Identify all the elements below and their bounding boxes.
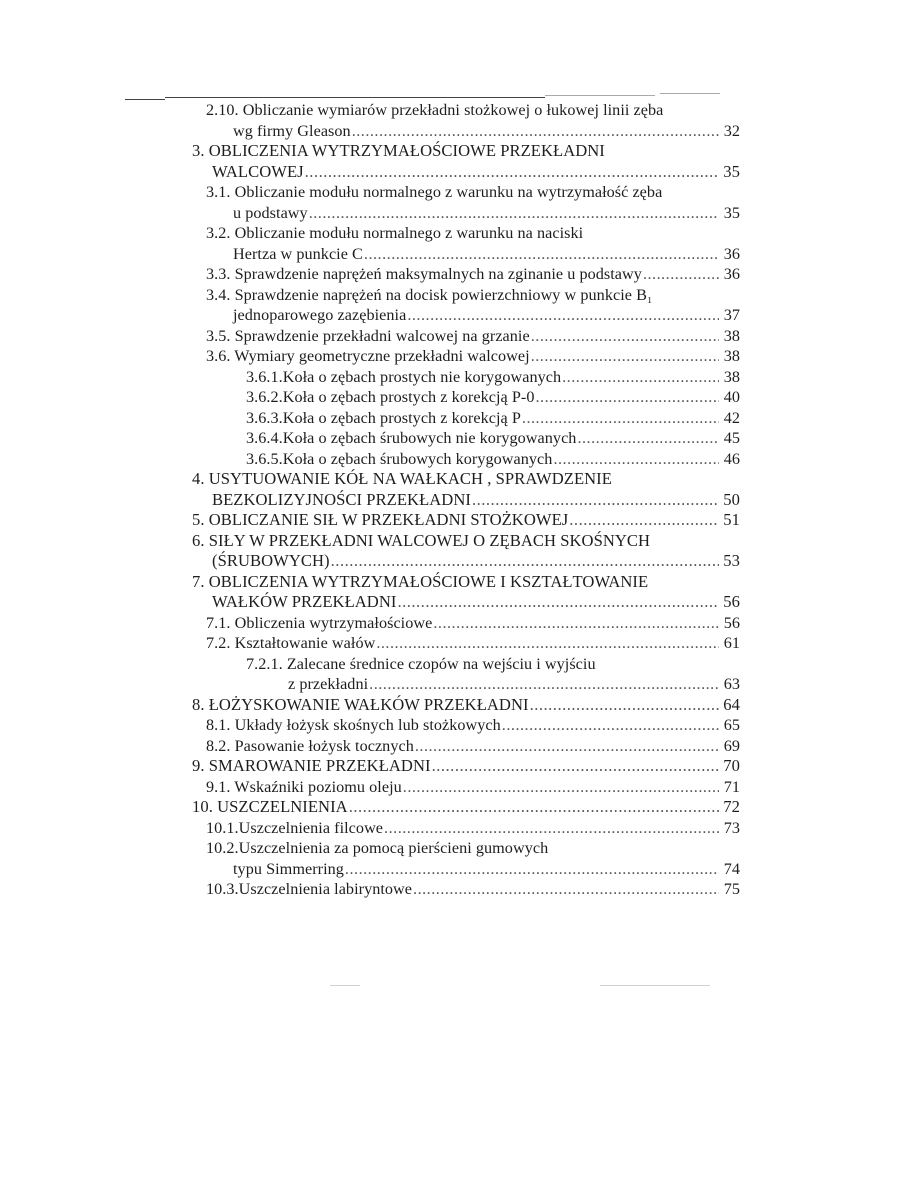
toc-entry	[0, 182, 918, 223]
toc-entry-title: 3.6.3.Koła o zębach prostych z korekcją P	[246, 408, 521, 427]
toc-entry-title-line	[0, 531, 740, 552]
toc-entry-line	[0, 387, 740, 408]
dot-leader	[553, 449, 719, 470]
toc-page-number: 51	[723, 510, 740, 529]
toc-entry-title: 5. OBLICZANIE SIŁ W PRZEKŁADNI STOŻKOWEJ	[192, 510, 569, 529]
toc-entry-title: typu Simmerring	[233, 859, 344, 878]
toc-entry	[0, 633, 918, 654]
toc-entry-line	[0, 674, 740, 695]
toc-entry-line	[0, 490, 740, 511]
toc-entry-line	[0, 428, 740, 449]
toc-entry-title-line	[0, 223, 740, 244]
toc-page-number: 75	[723, 880, 740, 898]
dot-leader	[433, 613, 719, 634]
toc-entry-line	[0, 408, 740, 429]
dot-leader	[432, 756, 719, 777]
toc-entry	[0, 223, 918, 264]
toc-entry-line	[0, 203, 740, 224]
toc-entry-title: 9. SMAROWANIE PRZEKŁADNI	[192, 756, 431, 775]
toc-entry-title: 9.1. Wskaźniki poziomu oleju	[206, 777, 402, 796]
dot-leader	[331, 551, 719, 572]
toc-entry-title: (ŚRUBOWYCH)	[212, 551, 330, 570]
toc-entry-title: 3.2. Obliczanie modułu normalnego z warunku na naciski	[206, 224, 584, 242]
toc-entry-title: 4. USYTUOWANIE KÓŁ NA WAŁKACH , SPRAWDZENIE	[192, 469, 612, 488]
toc-entry	[0, 654, 918, 695]
toc-page-number: 56	[723, 613, 740, 632]
toc-entry-title-line	[0, 182, 740, 203]
toc-page-number: 38	[723, 326, 740, 345]
toc-entry-title: 3.1. Obliczanie modułu normalnego z warunku na wytrzymałość zęba	[206, 183, 663, 201]
toc-page-number: 64	[723, 694, 740, 714]
toc-entry-title: 7. OBLICZENIA WYTRZYMAŁOŚCIOWE I KSZTAŁTOWANIE	[192, 571, 649, 591]
toc-entry-line	[0, 797, 740, 818]
toc-entry-line	[0, 613, 740, 634]
toc-entry-title: BEZKOLIZYJNOŚCI PRZEKŁADNI	[212, 489, 471, 509]
toc-entry-line	[0, 859, 740, 880]
toc-page-number: 70	[723, 756, 740, 775]
dot-leader	[305, 162, 719, 183]
dot-leader	[397, 592, 719, 613]
toc-entry-title-line	[0, 469, 740, 490]
toc-page-number: 46	[723, 449, 740, 468]
toc-entry-title: jednoparowego zazębienia	[233, 306, 407, 324]
table-of-contents	[0, 100, 918, 900]
toc-entry-line	[0, 162, 740, 183]
toc-entry-line	[0, 510, 740, 531]
toc-entry-line	[0, 736, 740, 757]
toc-page-number: 73	[723, 818, 740, 837]
toc-entry-title: 10. USZCZELNIENIA	[192, 797, 348, 816]
dot-leader	[352, 121, 719, 142]
toc-entry	[0, 346, 918, 367]
toc-entry-line	[0, 756, 740, 777]
toc-entry-title: 7.2.1. Zalecane średnice czopów na wejściu i wyjściu	[246, 654, 596, 673]
toc-entry-title: 10.2.Uszczelnienia za pomocą pierścieni gumowych	[206, 839, 549, 857]
scan-artifact-line	[330, 985, 360, 986]
toc-entry-line	[0, 121, 740, 142]
toc-entry-title: 3. OBLICZENIA WYTRZYMAŁOŚCIOWE PRZEKŁADNI	[192, 141, 605, 160]
toc-entry-title: 3.4. Sprawdzenie naprężeń na docisk powierzchniowy w punkcie B₁	[206, 285, 653, 304]
toc-entry-title: WALCOWEJ	[212, 161, 304, 181]
toc-entry-title-line	[0, 838, 740, 859]
toc-page-number: 42	[723, 408, 740, 427]
toc-page-number: 53	[723, 551, 740, 570]
toc-entry-title: 6. SIŁY W PRZEKŁADNI WALCOWEJ O ZĘBACH SKOŚNYCH	[192, 530, 651, 550]
toc-page-number: 37	[723, 306, 740, 324]
toc-entry-line	[0, 879, 740, 900]
toc-page-number: 36	[723, 265, 740, 283]
toc-page-number: 72	[723, 797, 740, 816]
toc-entry-title: 10.1.Uszczelnienia filcowe	[206, 818, 384, 837]
toc-entry-line	[0, 305, 740, 326]
toc-entry-title: WAŁKÓW PRZEKŁADNI	[212, 592, 397, 611]
dot-leader	[577, 428, 719, 449]
toc-entry-title: 3.5. Sprawdzenie przekładni walcowej na grzanie	[206, 326, 530, 345]
toc-entry-title-line	[0, 572, 740, 593]
toc-page-number: 40	[723, 388, 740, 406]
toc-entry	[0, 264, 918, 285]
toc-entry	[0, 408, 918, 429]
toc-page-number: 36	[723, 244, 740, 263]
toc-page-number: 74	[723, 859, 740, 878]
dot-leader	[569, 510, 719, 531]
toc-page-number: 35	[723, 203, 740, 222]
dot-leader	[562, 367, 719, 388]
dot-leader	[403, 777, 719, 798]
dot-leader	[369, 674, 719, 695]
dot-leader	[349, 797, 719, 818]
toc-entry-line	[0, 326, 740, 347]
toc-entry	[0, 326, 918, 347]
toc-page-number: 38	[723, 347, 740, 365]
toc-entry	[0, 100, 918, 141]
toc-page-number: 61	[723, 634, 740, 652]
toc-entry-line	[0, 777, 740, 798]
toc-entry-title: 3.6.4.Koła o zębach śrubowych nie korygowanych	[246, 429, 577, 447]
toc-entry-title: 7.2. Kształtowanie wałów	[206, 634, 376, 652]
toc-entry-line	[0, 449, 740, 470]
toc-entry-title: 3.6.1.Koła o zębach prostych nie korygowanych	[246, 367, 562, 386]
toc-entry-title: 3.3. Sprawdzenie naprężeń maksymalnych na zginanie u podstawy	[206, 265, 642, 283]
toc-entry	[0, 510, 918, 531]
toc-entry	[0, 387, 918, 408]
toc-entry-title: wg firmy Gleason	[233, 121, 351, 140]
toc-entry	[0, 613, 918, 634]
toc-entry-line	[0, 592, 740, 613]
toc-page-number: 65	[723, 716, 740, 734]
toc-entry-title-line	[0, 285, 740, 306]
dot-leader	[345, 859, 719, 880]
dot-leader	[407, 305, 719, 326]
toc-entry-title: 7.1. Obliczenia wytrzymałościowe	[206, 613, 433, 632]
toc-entry-title: u podstawy	[233, 203, 308, 222]
toc-entry	[0, 879, 918, 900]
toc-entry-line	[0, 715, 740, 736]
dot-leader	[531, 346, 719, 367]
toc-entry	[0, 531, 918, 572]
toc-entry	[0, 695, 918, 716]
dot-leader	[643, 264, 719, 285]
toc-entry-line	[0, 346, 740, 367]
dot-leader	[522, 408, 719, 429]
toc-page-number: 38	[723, 367, 740, 386]
toc-entry	[0, 572, 918, 613]
dot-leader	[415, 736, 719, 757]
dot-leader	[531, 326, 719, 347]
toc-entry-title: 2.10. Obliczanie wymiarów przekładni stożkowej o łukowej linii zęba	[206, 101, 664, 119]
toc-page-number: 35	[723, 161, 740, 181]
toc-entry	[0, 818, 918, 839]
toc-entry	[0, 449, 918, 470]
toc-entry-line	[0, 633, 740, 654]
toc-entry	[0, 715, 918, 736]
dot-leader	[376, 633, 719, 654]
toc-page-number: 32	[723, 121, 740, 140]
toc-entry-line	[0, 367, 740, 388]
scan-artifact-line	[165, 97, 545, 98]
toc-entry	[0, 838, 918, 879]
toc-entry	[0, 797, 918, 818]
toc-entry-title-line	[0, 654, 740, 675]
toc-entry-title-line	[0, 100, 740, 121]
toc-entry	[0, 367, 918, 388]
toc-page-number: 71	[723, 777, 740, 796]
dot-leader	[309, 203, 719, 224]
toc-entry-title: Hertza w punkcie C	[233, 244, 363, 263]
toc-entry	[0, 777, 918, 798]
toc-entry-line	[0, 264, 740, 285]
toc-page-number: 56	[723, 592, 740, 611]
dot-leader	[535, 387, 719, 408]
toc-entry	[0, 285, 918, 326]
toc-entry-title: 8.1. Układy łożysk skośnych lub stożkowych	[206, 716, 501, 734]
toc-entry-title: 8. ŁOŻYSKOWANIE WAŁKÓW PRZEKŁADNI	[192, 694, 529, 714]
toc-entry-title: 10.3.Uszczelnienia labiryntowe	[206, 880, 413, 898]
toc-entry	[0, 469, 918, 510]
dot-leader	[384, 818, 719, 839]
dot-leader	[413, 879, 719, 900]
toc-entry-line	[0, 695, 740, 716]
dot-leader	[530, 695, 719, 716]
scan-artifact-line	[545, 95, 655, 96]
toc-page-number: 50	[723, 489, 740, 509]
toc-entry-line	[0, 551, 740, 572]
toc-entry-title: 3.6.2.Koła o zębach prostych z korekcją P-0	[246, 388, 535, 406]
toc-entry	[0, 141, 918, 182]
dot-leader	[364, 244, 719, 265]
toc-entry-title: 3.6. Wymiary geometryczne przekładni walcowej	[206, 347, 530, 365]
toc-entry-title: 3.6.5.Koła o zębach śrubowych korygowanych	[246, 449, 553, 468]
scan-artifact-line	[600, 985, 710, 986]
dot-leader	[502, 715, 719, 736]
toc-entry	[0, 428, 918, 449]
dot-leader	[472, 490, 719, 511]
toc-entry	[0, 736, 918, 757]
toc-entry-line	[0, 244, 740, 265]
toc-entry-title: z przekładni	[288, 675, 369, 693]
toc-page-number: 63	[723, 675, 740, 693]
scan-artifact-line	[660, 93, 720, 94]
toc-page-number: 45	[723, 429, 740, 447]
toc-entry-line	[0, 818, 740, 839]
toc-entry	[0, 756, 918, 777]
toc-entry-title-line	[0, 141, 740, 162]
toc-entry-title: 8.2. Pasowanie łożysk tocznych	[206, 736, 414, 755]
toc-page-number: 69	[723, 736, 740, 755]
